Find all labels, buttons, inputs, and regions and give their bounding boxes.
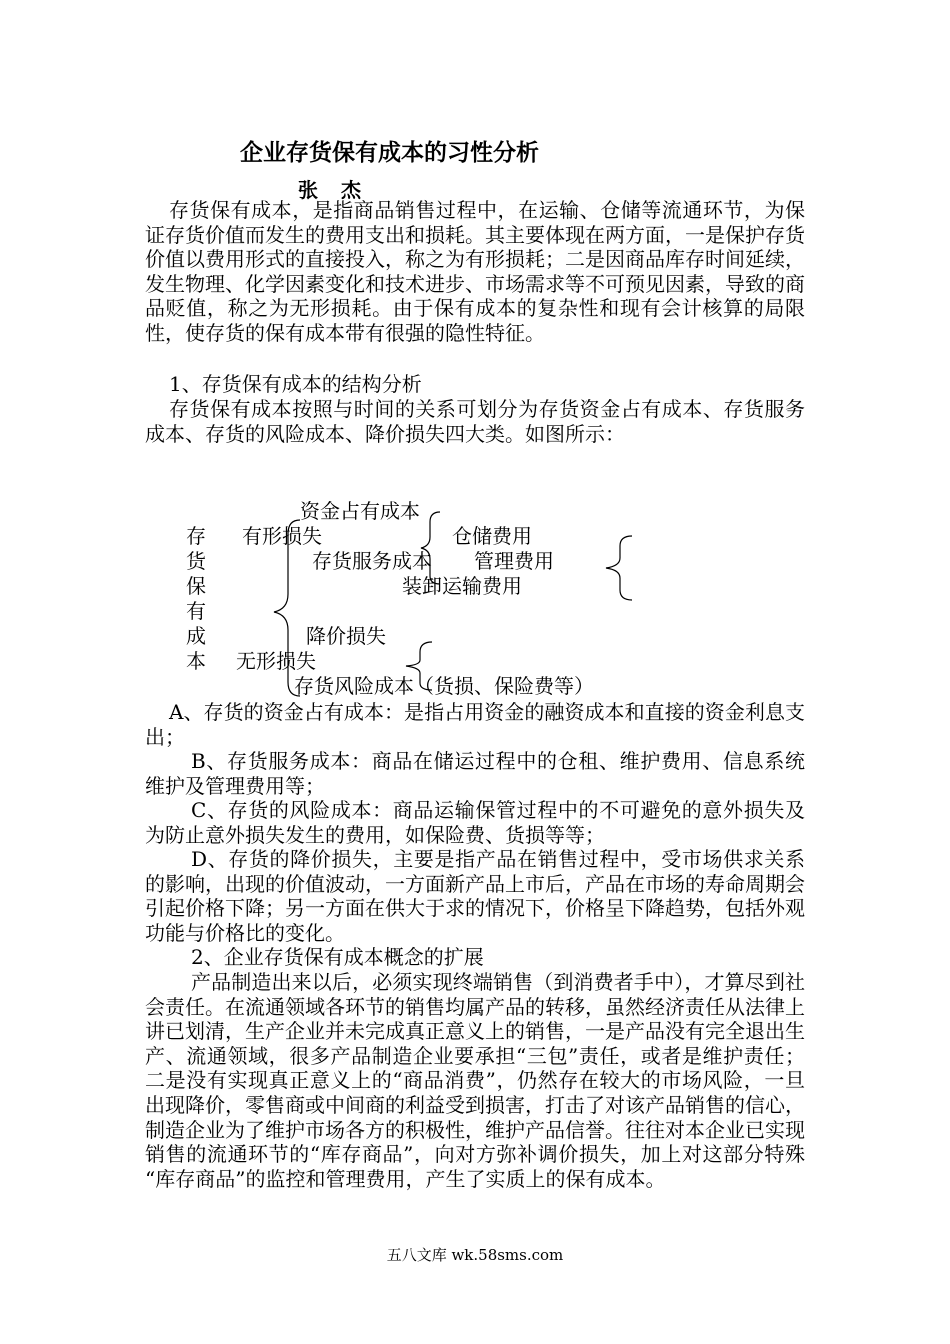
root-char-3: 保 <box>186 574 206 598</box>
item-b-paragraph: B、存货服务成本：商品在储运过程中的仓租、维护费用、信息系统维护及管理费用等； <box>145 749 805 798</box>
root-char-5: 成 <box>186 624 206 648</box>
section2-paragraph: 产品制造出来以后，必须实现终端销售（到消费者手中），才算尽到社会责任。在流通领域各环节的销售均属产品的转移，虽然经济责任从法律上讲已划清，生产企业并未完成真正意义上的销售，一是产品没有完全退出生产、流通领域，很多产品制造企业要承担“三包”责任，或者是维护责任；二是没有实现真正意义上的“商品消费”，仍然存在较大的市场风险，一旦出现降价，零售商或中间商的利益受到损害，打击了对该产品销售的信心，制造企业为了维护市场各方的积极性，维护产品信誉。往往对本企业已实现销售的流通环节的“库存商品”，向对方弥补调价损失，加上对这部分特殊 “库存商品”的监控和管理费用，产生了实质上的保有成本。 <box>145 970 805 1191</box>
handling-fee-label: 装卸运输费用 <box>402 574 522 598</box>
page-footer: 五八文库 wk.58sms.com <box>386 1246 564 1264</box>
intro-paragraph: 存货保有成本，是指商品销售过程中，在运输、仓储等流通环节，为保证存货价值而发生的费用支出和损耗。其主要体现在两方面，一是保护存货价值以费用形式的直接投入，称之为有形损耗；二是因商品库存时间延续，发生物理、化学因素变化和技术进步、市场需求等不可预见因素，导致的商品贬值，称之为无形损耗。由于保有成本的复杂性和现有会计核算的局限性，使存货的保有成本带有很强的隐性特征。 <box>145 198 805 345</box>
risk-cost-label: 存货风险成本（货损、保险费等） <box>294 674 594 698</box>
root-char-2: 货 <box>186 549 206 573</box>
root-char-4: 有 <box>186 599 206 623</box>
section1-paragraph: 存货保有成本按照与时间的关系可划分为存货资金占有成本、存货服务成本、存货的风险成本、降价损失四大类。如图所示： <box>145 397 805 446</box>
document-title: 企业存货保有成本的习性分析 <box>240 140 539 166</box>
tangible-loss-label: 有形损失 <box>242 524 322 548</box>
item-a-paragraph: A、存货的资金占有成本：是指占用资金的融资成本和直接的资金利息支出； <box>145 700 805 749</box>
management-fee-label: 管理费用 <box>474 549 554 573</box>
author-name: 张 杰 <box>298 178 369 202</box>
price-loss-label: 降价损失 <box>306 624 386 648</box>
section1-heading: 1、存货保有成本的结构分析 <box>169 372 422 396</box>
storage-fee-label: 仓储费用 <box>452 524 532 548</box>
service-cost-label: 存货服务成本 <box>312 549 432 573</box>
intangible-loss-label: 无形损失 <box>236 649 316 673</box>
item-d-paragraph: D、存货的降价损失，主要是指产品在销售过程中，受市场供求关系的影响，出现的价值波动，一方面新产品上市后，产品在市场的寿命周期会引起价格下降；另一方面在供大于求的情况下，价格呈下降趋势，包括外观功能与价格比的变化。 <box>145 847 805 945</box>
root-char-1: 存 <box>186 524 206 548</box>
brace-right <box>606 536 632 600</box>
item-c-paragraph: C、存货的风险成本：商品运输保管过程中的不可避免的意外损失及为防止意外损失发生的费用，如保险费、货损等等； <box>145 798 805 847</box>
root-char-6: 本 <box>186 649 206 673</box>
capital-cost-label: 资金占有成本 <box>300 499 420 523</box>
section2-heading: 2、企业存货保有成本概念的扩展 <box>191 945 484 969</box>
